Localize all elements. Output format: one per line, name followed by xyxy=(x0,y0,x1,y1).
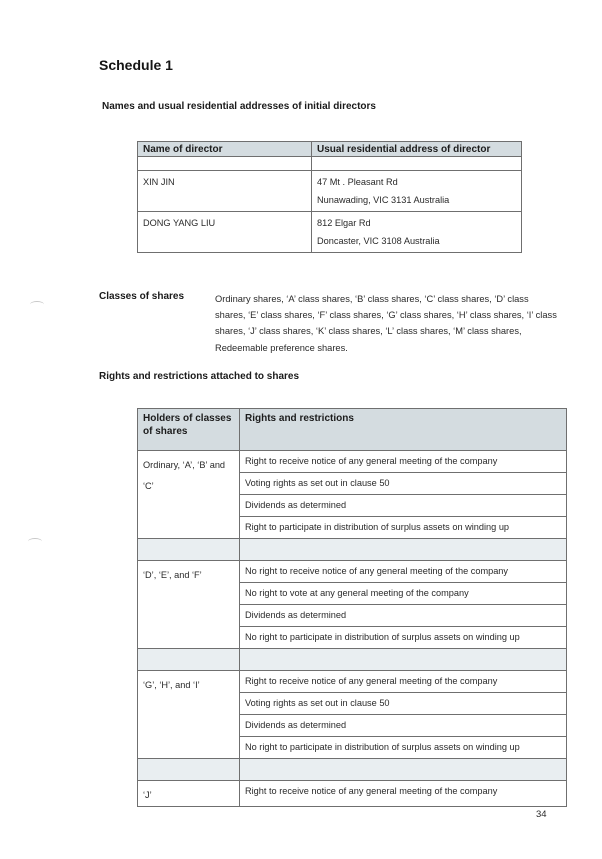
table-row xyxy=(138,212,522,253)
table-row xyxy=(138,171,522,212)
holders-cell: Ordinary, ‘A’, ‘B’ and ‘C’ xyxy=(138,451,240,539)
address-line: Nunawading, VIC 3131 Australia xyxy=(317,195,450,205)
table-spacer-row xyxy=(138,157,522,171)
address-line: Doncaster, VIC 3108 Australia xyxy=(317,236,440,246)
page-number: 34 xyxy=(536,809,547,820)
right-cell: Right to receive notice of any general meeting of the company xyxy=(240,671,567,693)
holders-cell: ‘G’, ‘H’, and ‘I’ xyxy=(138,671,240,759)
rights-subheading: Rights and restrictions attached to shares xyxy=(99,371,300,382)
right-cell: Right to receive notice of any general meeting of the company xyxy=(240,451,567,473)
table-header-row xyxy=(138,409,567,451)
right-cell: Dividends as determined xyxy=(240,715,567,737)
table-gap-row xyxy=(138,539,567,561)
right-cell: Dividends as determined xyxy=(240,495,567,517)
table-row xyxy=(138,671,567,693)
classes-of-shares-text: Ordinary shares, ‘A’ class shares, ‘B’ class shares, ‘C’ class shares, ‘D’ class shares, ‘E’ class shares, ‘F’ class shares, ‘G’ class shares, ‘H’ class shares, ‘I’ class shares, ‘J’ class shares, ‘K’ class shares, ‘L’ class shares, ‘M’ class shares, Redeemable preference shares. xyxy=(215,294,557,353)
director-address xyxy=(312,212,522,253)
right-cell: Voting rights as set out in clause 50 xyxy=(240,473,567,495)
right-cell: No right to vote at any general meeting of the company xyxy=(240,583,567,605)
right-cell: Right to receive notice of any general meeting of the company xyxy=(240,781,567,807)
schedule-heading: Schedule 1 xyxy=(99,57,173,73)
right-cell: No right to participate in distribution of surplus assets on winding up xyxy=(240,737,567,759)
classes-of-shares-label: Classes of shares xyxy=(99,291,185,302)
holders-cell: ‘J’ xyxy=(138,781,240,807)
right-cell: No right to participate in distribution of surplus assets on winding up xyxy=(240,627,567,649)
holders-cell: ‘D’, ‘E’, and ‘F’ xyxy=(138,561,240,649)
right-cell: Right to participate in distribution of surplus assets on winding up xyxy=(240,517,567,539)
address-line: 47 Mt . Pleasant Rd xyxy=(317,177,398,187)
scan-mark xyxy=(30,301,44,308)
directors-subheading: Names and usual residential addresses of initial directors xyxy=(102,101,376,112)
director-name: XIN JIN xyxy=(138,171,312,212)
director-address xyxy=(312,171,522,212)
table-row xyxy=(138,561,567,583)
right-cell: Voting rights as set out in clause 50 xyxy=(240,693,567,715)
table-row xyxy=(138,451,567,473)
table-gap-row xyxy=(138,649,567,671)
column-header: Name of director xyxy=(138,142,312,157)
right-cell: No right to receive notice of any general meeting of the company xyxy=(240,561,567,583)
right-cell: Dividends as determined xyxy=(240,605,567,627)
column-header: Rights and restrictions xyxy=(240,409,567,451)
address-line: 812 Elgar Rd xyxy=(317,218,371,228)
directors-table xyxy=(137,141,522,253)
table-row xyxy=(138,781,567,807)
scan-mark xyxy=(28,538,42,545)
table-gap-row xyxy=(138,759,567,781)
column-header: Holders of classes of shares xyxy=(138,409,240,451)
director-name: DONG YANG LIU xyxy=(138,212,312,253)
table-header-row xyxy=(138,142,522,157)
column-header: Usual residential address of director xyxy=(312,142,522,157)
rights-table xyxy=(137,408,567,807)
